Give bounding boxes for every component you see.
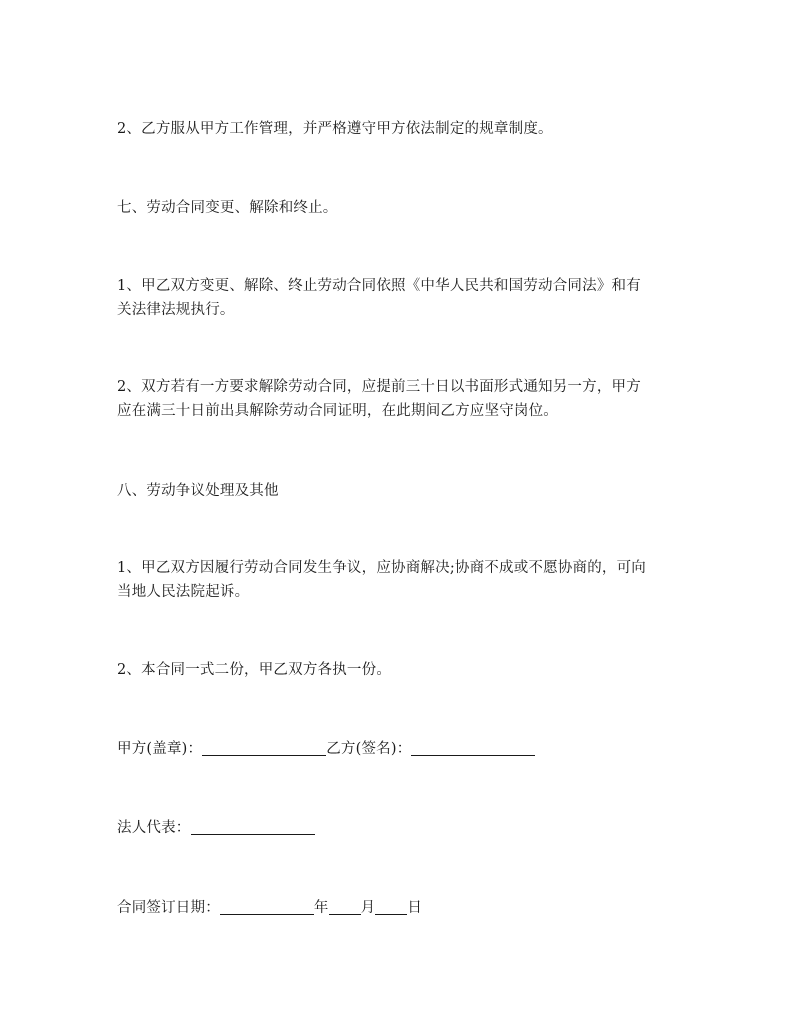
legal-rep-label: 法人代表： (117, 820, 191, 836)
month-blank[interactable] (329, 898, 361, 915)
party-a-label: 甲方(盖章)： (117, 741, 203, 757)
party-b-label: 乙方(签名)： (326, 741, 412, 757)
day-blank[interactable] (375, 898, 407, 915)
clause-7-4 (117, 375, 687, 423)
month-label: 月 (360, 900, 376, 916)
section-7-title: 七、劳动合同变更、解除和终止。 (117, 200, 338, 216)
day-label: 日 (407, 900, 423, 916)
party-a-seal-blank[interactable] (202, 739, 326, 756)
clause-7-4-line-1: 2、双方若有一方要求解除劳动合同，应提前三十日以书面形式通知另一方，甲方 (117, 379, 641, 395)
section-8-title: 八、劳动争议处理及其他 (117, 483, 279, 499)
clause-8-1 (117, 556, 687, 604)
clause-8-1-line-2: 当地人民法院起诉。 (117, 584, 250, 600)
party-signature-row (117, 737, 687, 761)
party-b-signature-blank[interactable] (411, 739, 535, 756)
clause-8-1-line-1: 1、甲乙双方因履行劳动合同发生争议，应协商解决;协商不成或不愿协商的，可向 (117, 560, 647, 576)
legal-rep-row (117, 816, 687, 840)
clause-8-2: 2、本合同一式二份，甲乙双方各执一份。 (117, 662, 392, 678)
clause-7-3-line-2: 关法律法规执行。 (117, 302, 235, 318)
clause-7-2: 2、乙方服从甲方工作管理，并严格遵守甲方依法制定的规章制度。 (117, 121, 553, 137)
clause-7-4-line-2: 应在满三十日前出具解除劳动合同证明，在此期间乙方应坚守岗位。 (117, 403, 558, 419)
sign-date-row (117, 896, 687, 920)
clause-7-3 (117, 274, 687, 322)
year-label: 年 (313, 900, 329, 916)
year-blank[interactable] (220, 898, 314, 915)
legal-rep-blank[interactable] (191, 818, 315, 835)
date-label: 合同签订日期： (117, 900, 220, 916)
clause-7-3-line-1: 1、甲乙双方变更、解除、终止劳动合同依照《中华人民共和国劳动合同法》和有 (117, 278, 641, 294)
